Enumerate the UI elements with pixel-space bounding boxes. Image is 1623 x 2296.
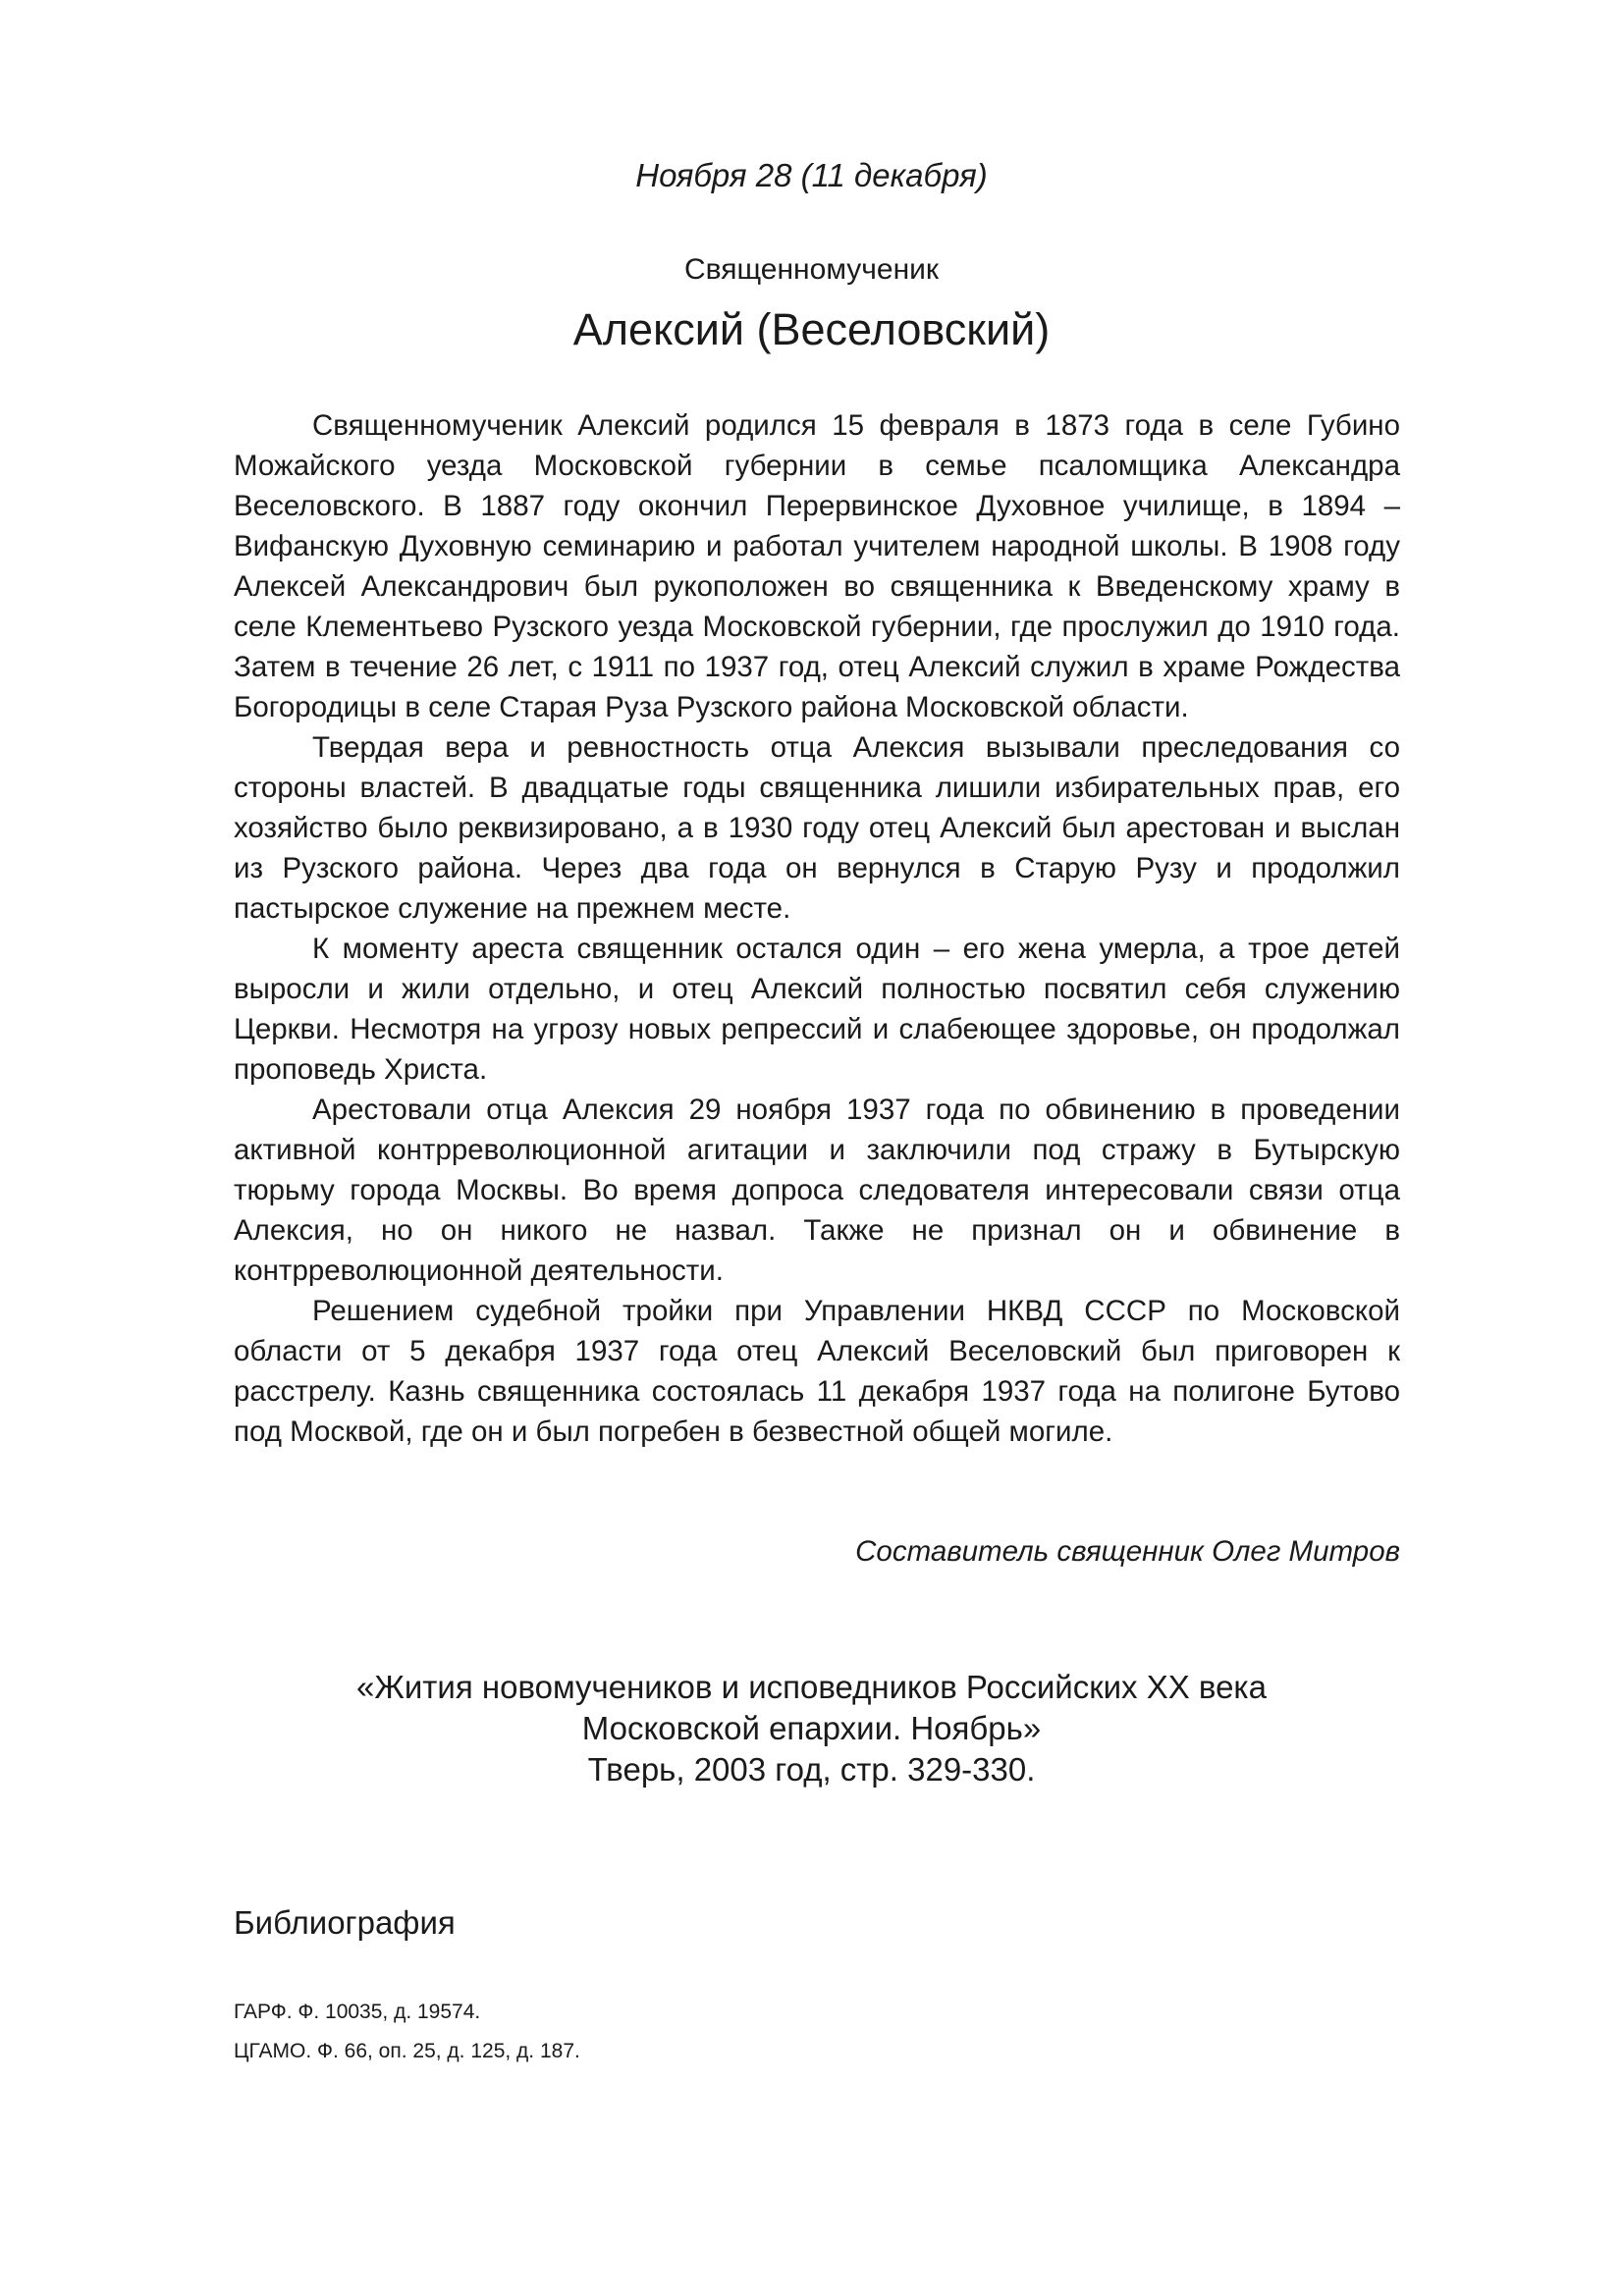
page-title: Алексий (Веселовский) (572, 304, 1051, 354)
source-line: Московской епархии. Ноябрь» (581, 1710, 1042, 1746)
bibliography-heading: Библиография (234, 1904, 456, 1941)
biography-paragraph: Священномученик Алексий родился 15 февраля в 1873 года в селе Губино Можайского уезда Московской губернии в семье псаломщика Александра Веселовского. В 1887 году окончил Перервинское Духовное училище, в 1894 – Вифанскую Духовную семинарию и работал учителем народной школы. В 1908 году Алексей Александрович был рукоположен во священника к Введенскому храму в селе Клементьево Рузского уезда Московской губернии, где прослужил до 1910 года. Затем в течение 26 лет, с 1911 по 1937 год, отец Алексий служил в храме Рождества Богородицы в селе Старая Руза Рузского района Московской области. (234, 409, 1400, 723)
biography-paragraph: Арестовали отца Алексия 29 ноября 1937 года по обвинению в проведении активной контрреволюционной агитации и заключили под стражу в Бутырскую тюрьму города Москвы. Во время допроса следователя интересовали связи отца Алексия, но он никого не назвал. Также не признал он и обвинение в контрреволюционной деятельности. (234, 1094, 1400, 1287)
biography-text (234, 405, 1400, 1452)
feast-date: Ноября 28 (11 декабря) (635, 157, 988, 193)
source-line: «Жития новомучеников и исповедников Российских ХХ века (356, 1669, 1267, 1705)
bibliography-list (234, 1993, 580, 2071)
bibliography-item: ЦГАМО. Ф. 66, оп. 25, д. 125, д. 187. (234, 2040, 580, 2062)
bibliography-item: ГАРФ. Ф. 10035, д. 19574. (234, 2001, 481, 2023)
compiler-credit: Составитель священник Олег Митров (855, 1535, 1400, 1568)
biography-paragraph: Решением судебной тройки при Управлении НКВД СССР по Московской области от 5 декабря 1937 года отец Алексий Веселовский был приговорен к расстрелу. Казнь священника состоялась 11 декабря 1937 года на полигоне Бутово под Москвой, где он и был погребен в безвестной общей могиле. (234, 1295, 1400, 1448)
biography-paragraph: К моменту ареста священник остался один – его жена умерла, а трое детей выросли и жили отдельно, и отец Алексий полностью посвятил себя служению Церкви. Несмотря на угрозу новых репрессий и слабеющее здоровье, он продолжал проповедь Христа. (234, 933, 1400, 1086)
saint-rank: Священномученик (683, 253, 940, 286)
source-citation (0, 1667, 1623, 1790)
biography-paragraph: Твердая вера и ревностность отца Алексия вызывали преследования со стороны властей. В двадцатые годы священника лишили избирательных прав, его хозяйство было реквизировано, а в 1930 году отец Алексий был арестован и выслан из Рузского района. Через два года он вернулся в Старую Рузу и продолжил пастырское служение на прежнем месте. (234, 731, 1400, 925)
source-line: Тверь, 2003 год, стр. 329-330. (587, 1751, 1036, 1788)
